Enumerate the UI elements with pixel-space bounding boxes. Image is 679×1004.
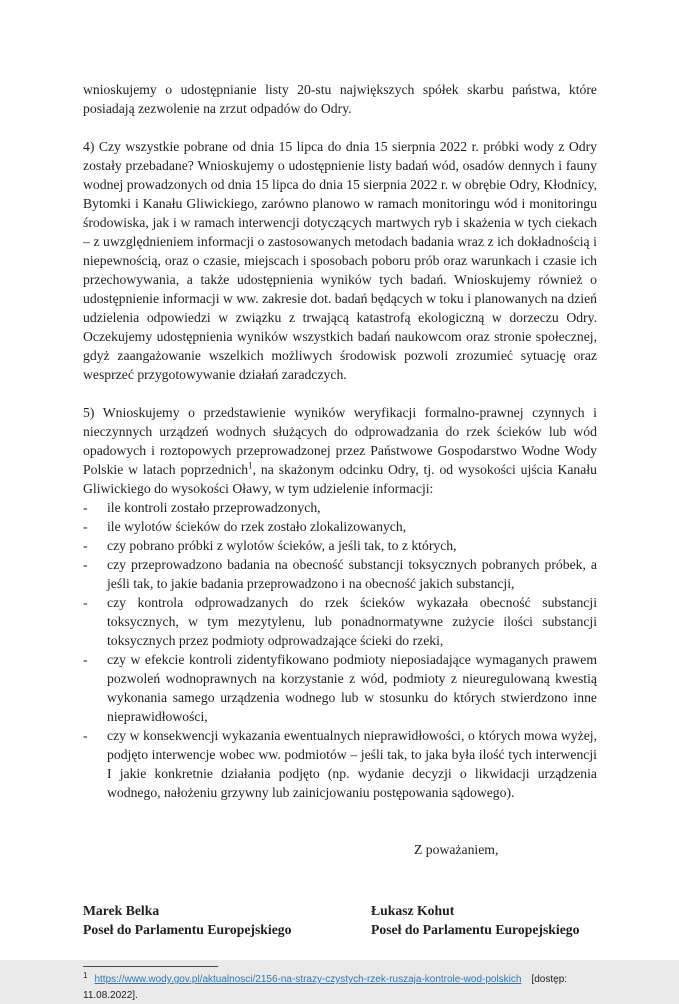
- paragraph-point5-intro: [83, 403, 597, 498]
- signatures-block: [83, 901, 597, 939]
- list-item-text: ile kontroli zostało przeprowadzonych,: [107, 500, 321, 515]
- dash-bullet: -: [83, 538, 88, 553]
- list-item-text: czy w efekcie kontroli zidentyfikowano podmioty nieposiadające wymaganych prawem pozwoleń wodnoprawnych na korzystanie z wód, podmioty z nieuregulowaną kwestią wykonania samego urządzenia wodnego lub w stosunku do których stwierdzono inne nieprawidłowości,: [107, 652, 597, 724]
- list-item-text: ile wylotów ścieków do rzek zostało zlokalizowanych,: [107, 519, 407, 534]
- list-item-text: czy w konsekwencji wykazania ewentualnych nieprawidłowości, o których mowa wyżej, podjęto interwencje wobec ww. podmiotów – jeśli tak, to jaka była ilość tych interwencji I jakie konkretnie działania podjęto (np. wydanie decyzji o likwidacji urządzenia wodnego, nałożeniu grzywny lub zainicjowaniu postępowania sądowego).: [107, 728, 597, 800]
- dash-bullet: -: [83, 500, 88, 515]
- list-item: [83, 498, 597, 517]
- footnote-link[interactable]: https://www.wody.gov.pl/aktualnosci/2156-na-strazy-czystych-rzek-ruszaja-kontrole-wod-polskich: [94, 974, 522, 985]
- dash-bullet: -: [83, 728, 88, 743]
- footnote-ref-marker: 1: [248, 460, 253, 471]
- list-item-text: czy przeprowadzono badania na obecność substancji toksycznych pobranych próbek, a jeśli tak, to jakie badania przeprowadzono i na obecność jakich substancji,: [107, 557, 597, 591]
- list-item: [83, 517, 597, 536]
- footnote: [83, 972, 597, 1004]
- signature-right: [371, 901, 579, 939]
- footnote-access-date: 11.08.2022].: [83, 990, 138, 1001]
- dash-bullet: -: [83, 519, 88, 534]
- footnote-marker: 1: [83, 970, 88, 980]
- dash-bullet: -: [83, 557, 88, 572]
- list-item: [83, 650, 597, 726]
- signature-title: Poseł do Parlamentu Europejskiego: [83, 922, 292, 937]
- point5-intro-text-after: , na skażonym odcinku Odry, tj. od wysokości ujścia Kanału Gliwickiego do wysokości Oławy, w tym udzielenie informacji:: [83, 462, 597, 496]
- point5-intro-text-before: 5) Wnioskujemy o przedstawienie wyników weryfikacji formalno-prawnej czynnych i nieczynnych urządzeń wodnych służących do odprowadzania do rzek ścieków lub wód opadowych i roztopowych przeprowadzonej przez Państwowe Gospodarstwo Wodne Wody Polskie w latach poprzednich: [83, 405, 597, 477]
- point5-request-list: [83, 498, 597, 802]
- list-item: [83, 536, 597, 555]
- dash-bullet: -: [83, 595, 88, 610]
- list-item: [83, 555, 597, 593]
- footnote-access-label: [dostęp:: [531, 974, 568, 985]
- signature-left: [83, 901, 371, 939]
- closing-salutation: Z poważaniem,: [414, 842, 499, 857]
- signature-name: Marek Belka: [83, 903, 160, 918]
- signature-title: Poseł do Parlamentu Europejskiego: [371, 922, 580, 937]
- dash-bullet: -: [83, 652, 88, 667]
- footnote-separator: [83, 966, 218, 967]
- signature-name: Łukasz Kohut: [371, 903, 455, 918]
- list-item-text: czy pobrano próbki z wylotów ścieków, a jeśli tak, to z których,: [107, 538, 457, 553]
- paragraph-point4: 4) Czy wszystkie pobrane od dnia 15 lipca do dnia 15 sierpnia 2022 r. próbki wody z Odry zostały przebadane? Wnioskujemy o udostępnienie listy badań wód, osadów dennych i fauny wodnej prowadzonych od dnia 15 lipca do dnia 15 sierpnia 2022 r. w obrębie Odry, Kłodnicy, Bytomki i Kanału Gliwickiego, zarówno planowo w ramach monitoringu wód i monitoringu środowiska, jak i w ramach interwencji dotyczących martwych ryb i skażenia w tych ciekach – z uwzględnieniem informacji o zastosowanych metodach badania wraz z ich dokładnością i niepewnością, oraz o czasie, miejscach i sposobach poboru prób oraz warunkach i czasie ich przechowywania, a także udostępnienia wyników tych badań. Wnioskujemy również o udostępnienie informacji w ww. zakresie dot. badań będących w toku i planowanych na dzień udzielenia odpowiedzi w związku z trwającą katastrofą ekologiczną w dorzeczu Odry. Oczekujemy udostępnienia wyników wszystkich badań naukowcom oraz stronie społecznej, gdyż zaangażowanie wszelkich możliwych środowisk pozwoli zrozumieć sytuację oraz wesprzeć przygotowywanie działań zaradczych.: [83, 139, 597, 382]
- list-item: [83, 593, 597, 650]
- list-item: [83, 726, 597, 802]
- list-item-text: czy kontrola odprowadzanych do rzek ścieków wykazała obecność substancji toksycznych, w tym mezytylenu, lub ponadnormatywne zużycie ilości substancji toksycznych przez podmioty odprowadzające ścieki do rzeki,: [107, 595, 597, 648]
- paragraph-intro-continuation: wnioskujemy o udostępnianie listy 20-stu największych spółek skarbu państwa, które posiadają zezwolenie na zrzut odpadów do Odry.: [83, 82, 597, 116]
